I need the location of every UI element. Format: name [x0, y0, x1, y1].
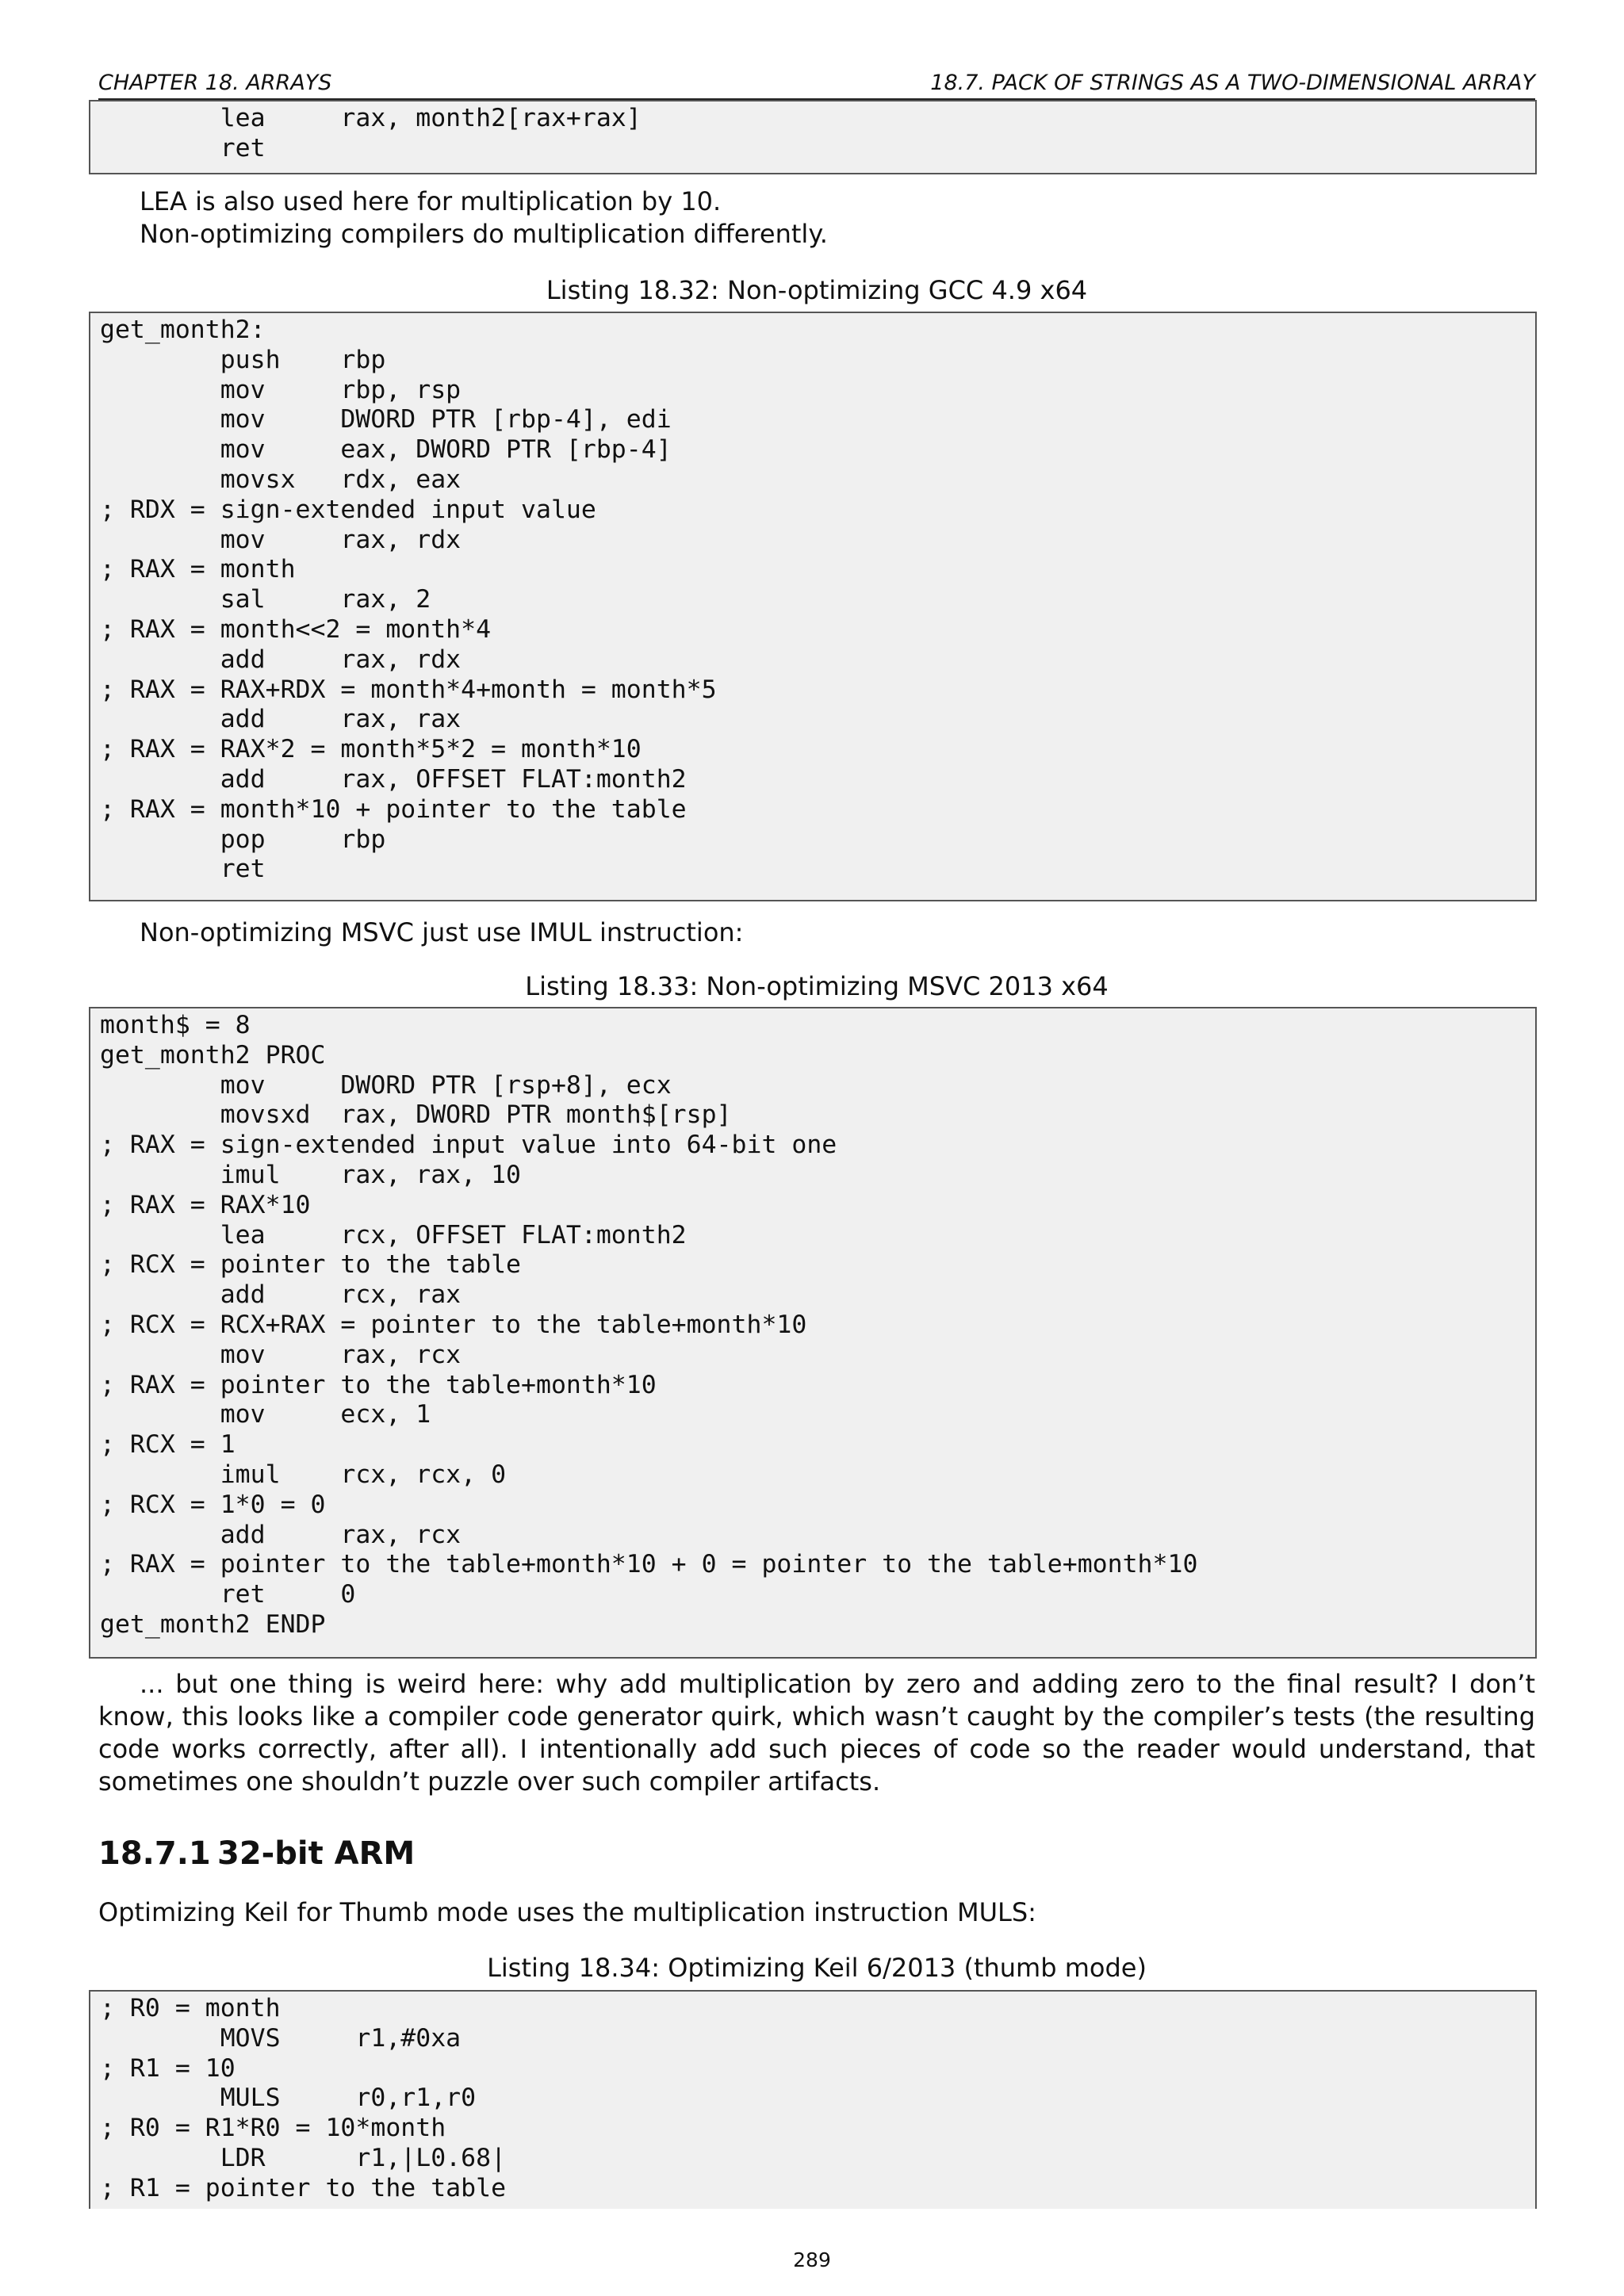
code-line: imul rax, rax, 10	[100, 1160, 522, 1189]
code-line: add rax, rcx	[100, 1520, 462, 1549]
code-line: mov rax, rcx	[100, 1340, 462, 1369]
code-line: ret	[100, 855, 266, 884]
code-line: get_month2:	[100, 316, 266, 344]
code-line: add rax, OFFSET FLAT:month2	[100, 764, 687, 794]
code-listing-18-32	[89, 312, 1537, 901]
paragraph-keil: Optimizing Keil for Thumb mode uses the multiplication instruction MULS:	[98, 1897, 1036, 1927]
code-line: ; RAX = RAX+RDX = month*4+month = month*5	[100, 675, 717, 704]
code-line: movsxd rax, DWORD PTR month$[rsp]	[100, 1100, 732, 1130]
code-line: ; RAX = pointer to the table+month*10	[100, 1370, 657, 1399]
section-running-title: 18.7. PACK OF STRINGS AS A TWO-DIMENSIONAL ARRAY	[930, 71, 1535, 95]
code-line: ; R1 = 10	[100, 2053, 236, 2083]
code-line: add rcx, rax	[100, 1280, 462, 1310]
code-listing-18-34	[89, 1990, 1537, 2209]
running-header	[98, 70, 1535, 100]
code-line: get_month2 ENDP	[100, 1609, 326, 1639]
code-line: add rax, rdx	[100, 645, 462, 674]
code-line: ; R1 = pointer to the table	[100, 2173, 507, 2202]
code-line: ret	[100, 133, 266, 163]
code-line: mov ecx, 1	[100, 1400, 431, 1429]
code-line: add rax, rax	[100, 705, 462, 734]
code-line: ; RCX = 1*0 = 0	[100, 1490, 326, 1519]
code-line: MOVS r1,#0xa	[100, 2023, 462, 2053]
code-line: ; R0 = R1*R0 = 10*month	[100, 2114, 446, 2143]
paragraph-lea: LEA is also used here for multiplication by 10.	[140, 186, 722, 216]
code-line: MULS r0,r1,r0	[100, 2084, 477, 2113]
paragraph-compiler-quirk: ... but one thing is weird here: why add multiplication by zero and adding zero to the final result? I don’t know, this looks like a compiler code generator quirk, which wasn’t caught by the compiler’s tests (the resulting code works correctly, after all). I intentionally add such pieces of code so the reader would understand, that sometimes one shouldn’t puzzle over such compiler artifacts.	[98, 1669, 1535, 1797]
code-line: ; RAX = month<<2 = month*4	[100, 614, 492, 644]
code-block-continuation	[89, 100, 1537, 174]
code-line: LDR r1,|L0.68|	[100, 2143, 507, 2172]
code-line: mov DWORD PTR [rbp-4], edi	[100, 405, 672, 434]
code-line: mov eax, DWORD PTR [rbp-4]	[100, 435, 672, 465]
code-line: mov rax, rdx	[100, 525, 462, 554]
code-line: ; RCX = RCX+RAX = pointer to the table+month*10	[100, 1310, 807, 1339]
code-line: ; RCX = pointer to the table	[100, 1250, 522, 1280]
code-line: mov rbp, rsp	[100, 375, 462, 404]
code-line: get_month2 PROC	[100, 1040, 326, 1070]
code-line: ; RAX = month	[100, 555, 296, 584]
code-line: ; RAX = sign-extended input value into 64-bit one	[100, 1131, 837, 1160]
code-line: ; RCX = 1	[100, 1430, 236, 1460]
code-line: ; RAX = pointer to the table+month*10 + 0 = pointer to the table+month*10	[100, 1550, 1198, 1579]
code-line: sal rax, 2	[100, 585, 431, 614]
section-title: 32-bit ARM	[217, 1835, 416, 1872]
section-number: 18.7.1	[98, 1835, 211, 1872]
paragraph-msvc: Non-optimizing MSVC just use IMUL instruction:	[140, 917, 744, 947]
code-line: ret 0	[100, 1580, 356, 1609]
section-heading	[98, 1835, 415, 1873]
listing-caption-18-34: Listing 18.34: Optimizing Keil 6/2013 (thumb mode)	[487, 1953, 1147, 1983]
code-line: lea rcx, OFFSET FLAT:month2	[100, 1220, 687, 1249]
code-line: ; R0 = month	[100, 1994, 281, 2022]
code-listing-18-33	[89, 1007, 1537, 1659]
code-line: pop rbp	[100, 825, 386, 854]
page-number: 289	[793, 2248, 831, 2271]
code-line: mov DWORD PTR [rsp+8], ecx	[100, 1070, 672, 1100]
code-line: ; RAX = RAX*10	[100, 1190, 311, 1219]
code-line: push rbp	[100, 345, 386, 374]
code-line: ; RAX = month*10 + pointer to the table	[100, 794, 687, 824]
code-line: month$ = 8	[100, 1011, 251, 1039]
chapter-title: CHAPTER 18. ARRAYS	[98, 71, 332, 95]
code-line: ; RDX = sign-extended input value	[100, 495, 596, 524]
code-line: movsx rdx, eax	[100, 465, 462, 494]
code-line: lea rax, month2[rax+rax]	[100, 104, 642, 132]
paragraph-non-optimizing: Non-optimizing compilers do multiplication differently.	[140, 219, 828, 249]
code-line: imul rcx, rcx, 0	[100, 1460, 507, 1489]
listing-caption-18-32: Listing 18.32: Non-optimizing GCC 4.9 x64	[546, 275, 1088, 305]
code-line: ; RAX = RAX*2 = month*5*2 = month*10	[100, 735, 642, 764]
listing-caption-18-33: Listing 18.33: Non-optimizing MSVC 2013 x64	[525, 971, 1109, 1001]
